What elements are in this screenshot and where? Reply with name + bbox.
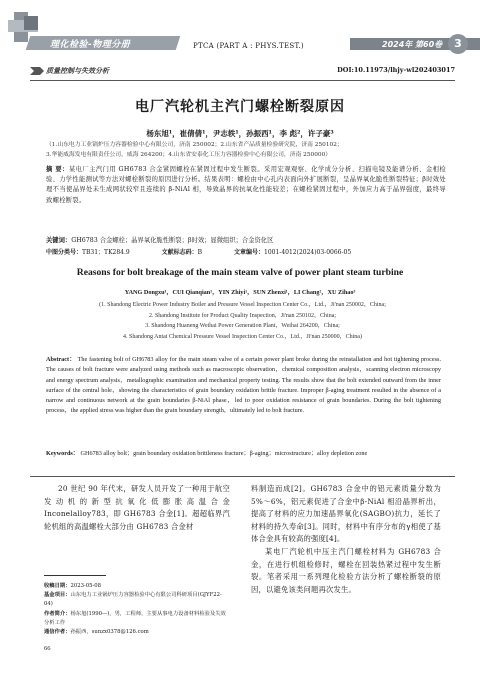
journal-name-cn: 理化检验-物理分册 (50, 40, 131, 50)
abstract-label-en: Abstract： (46, 356, 76, 363)
keywords-text-en: GH6783 alloy bolt；grain boundary oxidation brittleness fracture；β-aging；microstructure；alloy depletion zone (80, 450, 368, 457)
doi: DOI:10.11973/lhjy-wl202403017 (337, 66, 455, 74)
abstract-rule (30, 476, 455, 477)
page-title-cn: 电厂汽轮机主汽门螺栓断裂原因 (135, 99, 345, 115)
header-rule (30, 80, 455, 81)
page-title-en: Reasons for bolt breakage of the main steam valve of power plant steam turbine (76, 267, 404, 278)
footnotes (44, 582, 230, 637)
footnote-label: 通信作者： (44, 629, 71, 636)
body-column-left (44, 483, 230, 533)
section-tag: 质量控制与失效分析 (46, 67, 109, 75)
affiliation-line-en: 4. Shandong Antai Chemical Pressure Vessel Inspection Center Co.，Ltd.，Ji'nan 250000，China) (123, 333, 362, 340)
keywords-label-cn: 关键词： (46, 237, 72, 244)
issue-number: 3 (448, 34, 468, 54)
doc-code-value: B (197, 249, 203, 256)
affiliation-line-en: 3. Shandong Huaneng Weihai Power Generation Plant，Weihai 264200，China; (145, 323, 340, 329)
abstract-text-en: The fastening bolt of GH6783 alloy for the main steam valve of a certain power plant broke during the reinstallation and hot tightening process. The causes of bolt fracture were analyzed using methods such as macroscopic observation，chemical composition analysis，scanning electron microscopy and energy spectrum analysis，metallographic examination and mechanical property testing. The results show that the bolt extended outward from the inner surface of the central hole，showing the characteristics of grain boundary oxidation brittle fracture. Improper β-aging treatment resulted in the absence of a narrow and continuous network at the grain boundaries β-NiAl phase，led to poor oxidation resistance of grain boundaries. During the bolt tightening process，the applied stress was higher than the grain boundary strength，ultimately led to bolt fracture. (46, 356, 442, 415)
journal-name-en: PTCA (PART A : PHYS.TEST.) (193, 42, 304, 50)
clc-label: 中图分类号： (46, 249, 83, 256)
keywords-cn (46, 236, 446, 246)
footnote-label: 作者简介： (44, 610, 71, 617)
affiliation-line: （1.山东电力工业锅炉压力容器检验中心有限公司，济南 250002；2.山东省产品质量检验研究院，济南 250102； (46, 142, 343, 148)
abstract-cn (46, 165, 446, 206)
article-no-value: 1001-4012(2024)03-0066-05 (264, 249, 352, 256)
journal-header (0, 0, 480, 58)
keywords-en (46, 449, 441, 459)
body-paragraph: 某电厂汽轮机中压主汽门螺栓材料为 GH6783 合金，在进行机组检修时，螺栓在回装热紧过程中发生断裂。笔者采用一系列理化检验方法分析了螺栓断裂的原因，以避免该类问题再次发生。 (251, 546, 441, 594)
abstract-en (46, 355, 441, 417)
body-paragraph: 20 世纪 90 年代末，研发人员开发了一种用于航空发动机的新型抗氧化低膨胀高温合金 Inconelalloy783，即 GH6783 合金[1]。超超临界汽轮机组的高温螺栓大部分由 GH6783 合金材 (44, 484, 230, 531)
authors-en: YANG Dongxu¹，CUI Qianqian¹，YIN Zhiyi¹，SUN Zhenxi¹，LI Chang²，XU Zihao³ (124, 289, 356, 296)
keywords-label-en: Keywords： (46, 450, 79, 457)
footnote-item (44, 582, 230, 591)
affiliation-line: 3.华能威海发电有限责任公司，威海 264200；4.山东省安泰化工压力容器检验中心有限公司，济南 250000） (46, 151, 332, 158)
authors-cn: 杨东旭¹，崔倩倩¹，尹志轶¹，孙振西¹，李 彪²，许子豪³ (146, 129, 334, 138)
article-no-label: 文章编号： (234, 249, 265, 256)
article-no-field (234, 249, 351, 256)
clc-field (46, 249, 130, 256)
doc-code-field (162, 249, 202, 256)
footnote-text: 山东电力工业锅炉压力容器检验中心有限公司科研项目(GJYF22-04) (44, 592, 222, 608)
section-arrow-icon (30, 67, 44, 75)
section-row (30, 66, 455, 78)
body-paragraph: 料制造而成[2]。GH6783 合金中的铝元素质量分数为 5%～6%，铝元素促进了合金中β-NiAl 相沿晶界析出，提高了材料的应力加速晶界氧化(SAGBO)抗力，延长了材料的持久寿命[3]。同时，材料中有序分布的γ相使了基体合金具有较高的强度[4]。 (251, 484, 441, 544)
year-volume: 2024年 第60卷 (382, 40, 443, 49)
body-column-right (251, 483, 441, 596)
abstract-text-cn: 某电厂主汽门用 GH6783 合金紧固螺栓在紧固过程中发生断裂。采用宏观观察、化学成分分析、扫描电镜及能谱分析、金相检验、力学性能测试等方法对螺栓断裂的原因进行分析。结果表明：螺栓由中心孔内表面向外扩展断裂，呈晶界氧化脆性断裂特征；β时效处理不当使晶界处未生成网状较窄且连续的 β-NiAl 相，导致晶界的抗氧化性能较差；在螺栓紧固过程中，外加应力高于晶界强度，最终导致螺栓断裂。 (46, 166, 446, 204)
clc-value: TB31；TK284.9 (82, 249, 130, 256)
doc-code-label: 文献标志码： (161, 249, 198, 256)
footnote-text: 孙振西，sunzx0378@126.com (70, 629, 149, 636)
keywords-text-cn: GH6783 合金螺栓；晶界氧化脆性断裂；β时效；显微组织；合金资化区 (71, 237, 274, 244)
abstract-label-cn: 摘 要： (46, 166, 69, 173)
footnote-text: 2023-05-08 (70, 583, 102, 589)
footnote-item (44, 610, 230, 628)
footnote-label: 收稿日期： (44, 583, 71, 589)
page-number: 66 (44, 645, 51, 652)
footnote-rule (44, 575, 106, 576)
affiliations-en (30, 300, 455, 342)
footnote-label: 基金项目： (44, 592, 71, 599)
affiliations-cn (46, 141, 446, 160)
footnote-item (44, 628, 230, 637)
footnote-text: 杨东旭(1990—)，男，工程师，主要从事电力设备材料检验及失效分析工作 (44, 610, 226, 626)
classification-row (46, 248, 446, 258)
footnote-item (44, 591, 230, 609)
affiliation-line-en: (1. Shandong Electric Power Industry Boiler and Pressure Vessel Inspection Center Co.，Ltd.，Ji'nan 250002，China; (99, 302, 386, 308)
affiliation-line-en: 2. Shandong Institute for Product Quality Inspection，Ji'nan 250102，China; (148, 312, 337, 319)
